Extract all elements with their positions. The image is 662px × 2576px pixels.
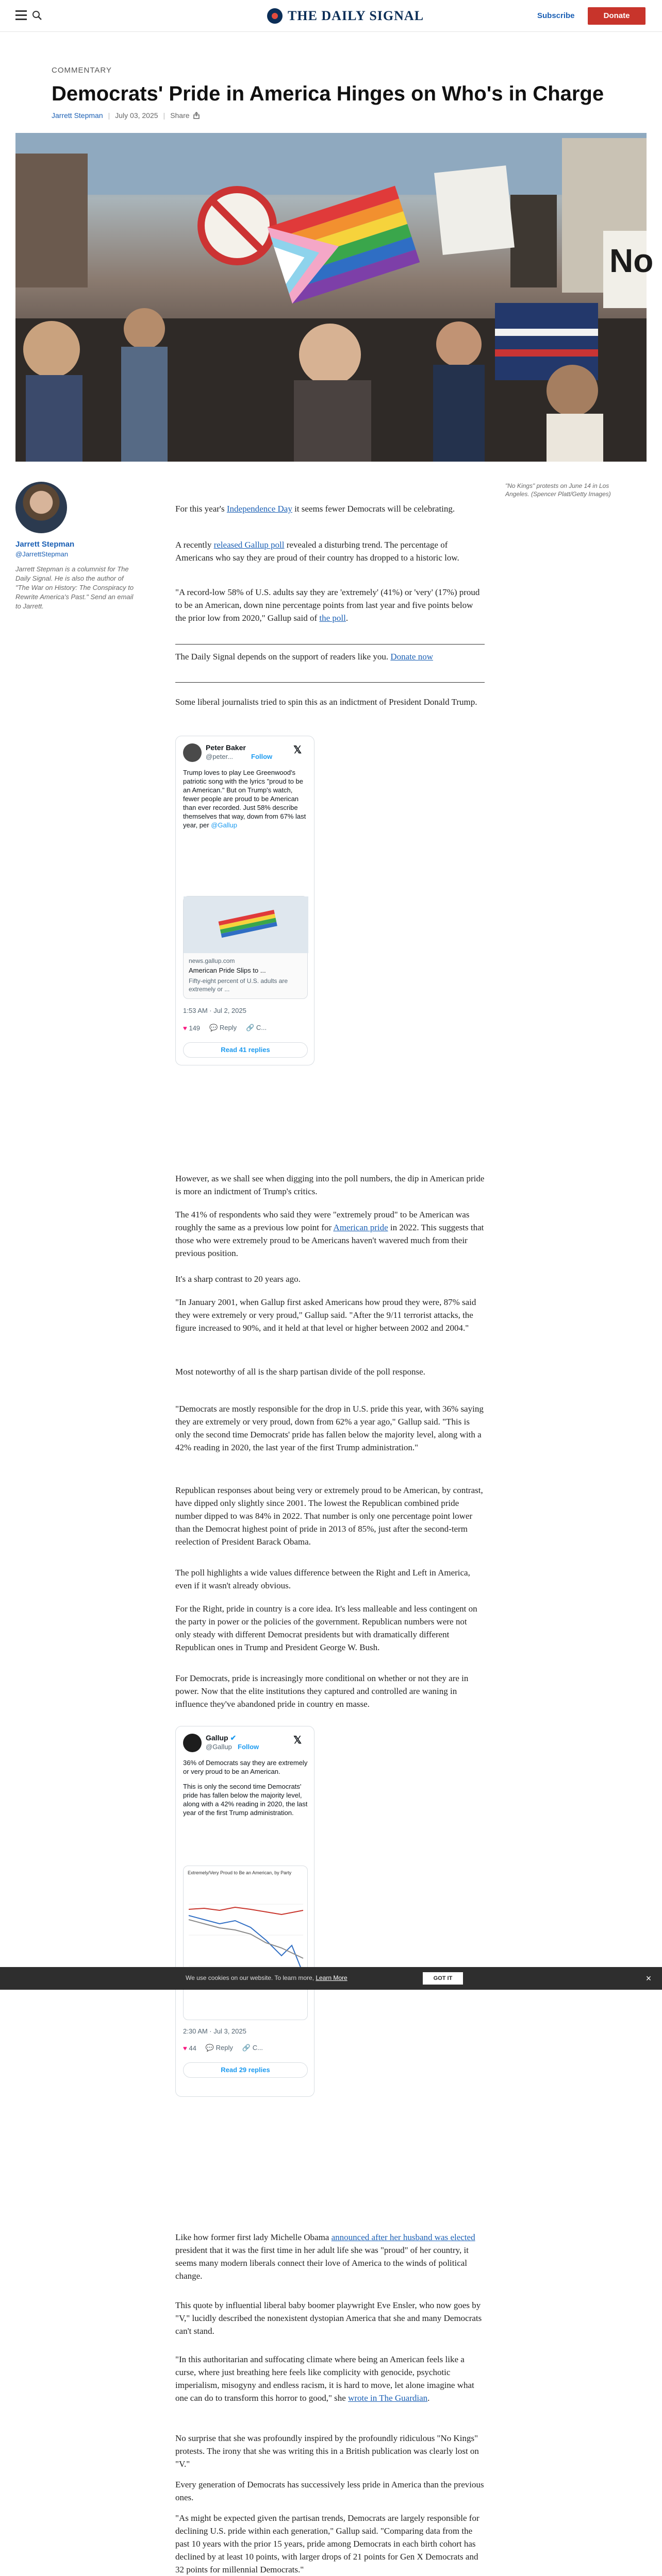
paragraph bbox=[175, 586, 485, 624]
reply-icon: 💬 bbox=[209, 1024, 218, 1031]
protest-scene-illustration bbox=[15, 133, 654, 462]
text-run: revealed a disturbing trend. The percentage of Americans who say they are proud of their country has dropped to a historic low. bbox=[175, 540, 459, 563]
hamburger-icon[interactable] bbox=[15, 10, 27, 21]
link-card-title: American Pride Slips to ... bbox=[189, 967, 266, 974]
logo-mark-icon bbox=[267, 8, 283, 24]
embedded-chart-title: Extremely/Very Proud to Be an American, by Party bbox=[188, 1870, 292, 1875]
text-run: Like how former first lady Michelle Obama bbox=[175, 2232, 332, 2242]
cookie-message bbox=[186, 1974, 347, 1981]
text-run: The Daily Signal depends on the support of readers like you. bbox=[175, 652, 391, 662]
embedded-tweet[interactable] bbox=[175, 736, 315, 1065]
author-bio: Jarrett Stepman is a columnist for The Daily Signal. He is also the author of "The War on History: The Conspiracy to Rewrite America's Past." Send an email to Jarrett. bbox=[15, 565, 134, 610]
article-headline: Democrats' Pride in America Hinges on Who's in Charge bbox=[52, 82, 604, 105]
text-run: in 2022. This suggests that those who were extremely proud to be Americans haven't wavered much from their previous position. bbox=[175, 1223, 484, 1258]
tweet-author-handle[interactable]: @Gallup bbox=[206, 1743, 232, 1751]
svg-text:No: No bbox=[609, 242, 654, 279]
paragraph: For Democrats, pride is increasingly more conditional on whether or not they are in power. Now that the elite institutions they captured and controlled are waning in influence they've abandoned pride in country en masse. bbox=[175, 1673, 469, 1709]
tweet-avatar[interactable] bbox=[183, 1734, 202, 1752]
author-name-link[interactable]: Jarrett Stepman bbox=[15, 540, 75, 549]
share-button[interactable] bbox=[170, 111, 200, 120]
like-count: 149 bbox=[189, 1024, 201, 1032]
like-button[interactable] bbox=[183, 1024, 200, 1032]
paragraph bbox=[175, 2231, 485, 2282]
text-run: Trump loves to play Lee Greenwood's patriotic song with the lyrics "proud to be an American." But on Trump's watch, fewer people are proud to be American than ever recorded. Just 58% describe themselves that way, down from 67% last year, per bbox=[183, 769, 306, 829]
reply-label: Reply bbox=[216, 2044, 233, 2052]
cookie-learn-more-link[interactable]: Learn More bbox=[316, 1974, 347, 1981]
paragraph: "Democrats are mostly responsible for the drop in U.S. pride this year, with 36% saying they are extremely or very proud, down from 62% a year ago," Gallup said. "This is only the second time Democrats' pride has fallen below the majority level, along with a 42% reading in 2020, the last year of the first Trump administration." bbox=[175, 1404, 484, 1452]
paragraph bbox=[175, 502, 485, 515]
copy-link-button[interactable] bbox=[242, 2044, 263, 2052]
author-avatar[interactable] bbox=[15, 482, 67, 533]
text-run: president that it was the first time in her adult life she was "proud" of her country, it seems many modern liberals connect their love of America to the winds of political change. bbox=[175, 2245, 469, 2281]
subscribe-link[interactable]: Subscribe bbox=[537, 11, 575, 20]
link-icon: 🔗 bbox=[242, 2044, 251, 2052]
hero-caption: "No Kings" protests on June 14 in Los Angeles. (Spencer Platt/Getty Images) bbox=[505, 482, 611, 498]
text-run: "In this authoritarian and suffocating climate where being an American feels like a curse, where just breathing here feels like complicity with genocide, psychotic imperialism, misogyny and endless racism, it is hard to move, let alone imagine what one can do to transform this horror to good," she bbox=[175, 2354, 474, 2403]
text-run: . bbox=[345, 613, 349, 623]
tweet-author-name[interactable]: Peter Baker bbox=[206, 743, 246, 752]
tweet-follow-link[interactable]: Follow bbox=[238, 1743, 259, 1751]
text-run: "A record-low 58% of U.S. adults say they are 'extremely' (41%) or 'very' (17%) proud to be an American, down nine percentage points from last year and five points below the prior low from 2020," Gallup said of bbox=[175, 587, 480, 623]
author-twitter-link[interactable]: @JarrettStepman bbox=[15, 550, 69, 558]
hero-photo bbox=[15, 133, 654, 462]
reply-button[interactable] bbox=[209, 1024, 237, 1032]
embedded-line-chart bbox=[184, 1884, 308, 2018]
copy-label: C... bbox=[252, 2044, 263, 2052]
support-divider-bottom bbox=[175, 682, 485, 683]
support-callout bbox=[175, 650, 485, 663]
the-poll-link[interactable]: the poll bbox=[319, 613, 346, 623]
heart-icon: ♥ bbox=[183, 2044, 187, 2052]
close-icon[interactable]: × bbox=[646, 1973, 652, 1984]
tweet-chart-image[interactable] bbox=[183, 1866, 308, 2020]
section-label[interactable]: COMMENTARY bbox=[52, 66, 112, 75]
x-logo-icon[interactable]: 𝕏 bbox=[293, 1735, 302, 1746]
byline bbox=[52, 111, 200, 120]
like-button[interactable] bbox=[183, 2044, 196, 2052]
byline-separator: | bbox=[163, 111, 166, 120]
independence-day-link[interactable]: Independence Day bbox=[226, 504, 292, 514]
text-run: A recently bbox=[175, 540, 214, 550]
tweet-follow-link[interactable]: Follow bbox=[251, 753, 273, 760]
cookie-banner bbox=[0, 1967, 662, 1990]
read-replies-button[interactable]: Read 29 replies bbox=[183, 2062, 308, 2078]
copy-label: C... bbox=[256, 1024, 267, 1031]
american-pride-link[interactable]: American pride bbox=[333, 1223, 388, 1232]
share-label: Share bbox=[170, 111, 190, 120]
paragraph: It's a sharp contrast to 20 years ago. bbox=[175, 1274, 301, 1284]
tweet-link-card[interactable] bbox=[183, 896, 308, 999]
paragraph bbox=[175, 1208, 485, 1260]
michelle-obama-link[interactable]: announced after her husband was elected bbox=[331, 2232, 475, 2242]
paragraph: However, as we shall see when digging into the poll numbers, the dip in American pride is more an indictment of Trump's critics. bbox=[175, 1174, 485, 1196]
embedded-tweet[interactable] bbox=[175, 1726, 315, 2097]
byline-separator: | bbox=[108, 111, 110, 120]
text-run: The 41% of respondents who said they were "extremely proud" to be American was roughly the same as a previous low point for bbox=[175, 1210, 470, 1232]
tweet-timestamp[interactable]: 2:30 AM · Jul 3, 2025 bbox=[183, 2027, 246, 2035]
text-run: . bbox=[427, 2393, 430, 2403]
tweet-actions bbox=[183, 1024, 267, 1032]
cookie-text-short: We use cookies on our website. To learn more, bbox=[186, 1974, 316, 1981]
tweet-text-line: 36% of Democrats say they are extremely or very proud to be an American. bbox=[183, 1759, 308, 1775]
paragraph bbox=[175, 2353, 485, 2404]
paragraph: For the Right, pride in country is a core idea. It's less malleable and less contingent on the party in power or the policies of the government. Republican numbers were not only steady with different Democrat presidents but with dramatically different Republican ones in Trump and President George W. Bush. bbox=[175, 1604, 477, 1652]
site-header bbox=[0, 0, 662, 32]
donate-now-link[interactable]: Donate now bbox=[390, 652, 433, 662]
reply-button[interactable] bbox=[206, 2044, 233, 2052]
paragraph: Most noteworthy of all is the sharp partisan divide of the poll response. bbox=[175, 1367, 425, 1377]
site-logo[interactable] bbox=[267, 7, 424, 25]
paragraph: Some liberal journalists tried to spin this as an indictment of President Donald Trump. bbox=[175, 697, 477, 707]
paragraph bbox=[175, 538, 485, 564]
tweet-author-name[interactable] bbox=[206, 1734, 236, 1742]
tweet-text bbox=[183, 1758, 308, 1817]
link-icon: 🔗 bbox=[246, 1024, 255, 1031]
tweet-text bbox=[183, 768, 308, 829]
text-run: it seems fewer Democrats will be celebrating. bbox=[292, 504, 455, 514]
heart-icon: ♥ bbox=[183, 1024, 187, 1032]
paragraph: The poll highlights a wide values difference between the Right and Left in America, even if it wasn't already obvious. bbox=[175, 1568, 470, 1590]
paragraph: No surprise that she was profoundly inspired by the profoundly ridiculous "No Kings" protests. The irony that she was writing this in a British publication was clearly lost on "V." bbox=[175, 2433, 479, 2469]
publish-date: July 03, 2025 bbox=[115, 111, 158, 120]
chart-series-line bbox=[189, 1907, 303, 1914]
author-name-text: Gallup bbox=[206, 1734, 228, 1742]
reply-label: Reply bbox=[219, 1024, 237, 1031]
byline-author-link[interactable]: Jarrett Stepman bbox=[52, 111, 103, 120]
paragraph: This quote by influential liberal baby boomer playwright Eve Ensler, who now goes by "V," lucidly described the nonexistent dystopian America that she and many Democrats can't stand. bbox=[175, 2300, 482, 2336]
tweet-text-line: This is only the second time Democrats' pride has fallen below the majority level, along with a 42% reading in 2020, the last year of the first Trump administration. bbox=[183, 1783, 308, 1817]
guardian-link[interactable]: wrote in The Guardian bbox=[348, 2393, 428, 2403]
donate-button[interactable]: Donate bbox=[588, 7, 646, 25]
search-icon[interactable] bbox=[32, 10, 42, 21]
tweet-mention-link[interactable]: @Gallup bbox=[211, 821, 237, 829]
text-run: For this year's bbox=[175, 504, 227, 514]
verified-badge-icon: ✔ bbox=[230, 1734, 237, 1742]
tweet-author-handle[interactable]: @peter... bbox=[206, 753, 233, 760]
gallup-poll-link[interactable]: released Gallup poll bbox=[213, 540, 285, 550]
copy-link-button[interactable] bbox=[246, 1024, 267, 1032]
like-count: 44 bbox=[189, 2044, 196, 2052]
link-card-description: Fifty-eight percent of U.S. adults are extremely or ... bbox=[189, 977, 288, 993]
tweet-avatar[interactable] bbox=[183, 743, 202, 762]
share-icon bbox=[193, 112, 200, 119]
reply-icon: 💬 bbox=[205, 2044, 214, 2052]
paragraph: Republican responses about being very or extremely proud to be American, by contrast, have dipped only slightly since 2001. The lowest the Republican combined pride number dipped to was 84% in 2022. That number is only one percentage point lower than the Democrat highest point of pride in 2013 of 85%, just after the second-term reelection of President Barack Obama. bbox=[175, 1485, 483, 1547]
x-logo-icon[interactable]: 𝕏 bbox=[293, 744, 302, 756]
tweet-timestamp[interactable]: 1:53 AM · Jul 2, 2025 bbox=[183, 1007, 246, 1014]
support-divider-top bbox=[175, 644, 485, 645]
logo-text: THE DAILY SIGNAL bbox=[288, 8, 424, 23]
paragraph: Every generation of Democrats has successively less pride in America than the previous ones. bbox=[175, 2480, 484, 2502]
link-card-image bbox=[184, 896, 308, 953]
tweet-actions bbox=[183, 2044, 263, 2052]
link-card-domain: news.gallup.com bbox=[189, 957, 235, 964]
cookie-accept-button[interactable]: GOT IT bbox=[423, 1972, 463, 1985]
paragraph: "As might be expected given the partisan trends, Democrats are largely responsible for declining U.S. pride within each generation," Gallup said. "Comparing data from the past 10 years with the prior 15 years, pride among Democrats in each birth cohort has declined by at least 10 points, with larger drops of 21 points for Gen X Democrats and 32 points for millennial Democrats." bbox=[175, 2513, 479, 2574]
read-replies-button[interactable]: Read 41 replies bbox=[183, 1042, 308, 1058]
paragraph: "In January 2001, when Gallup first asked Americans how proud they were, 87% said they were extremely or very proud," Gallup said. "After the 9/11 terrorist attacks, the figure increased to 90%, and it held at that level or higher between 2002 and 2004." bbox=[175, 1297, 476, 1333]
